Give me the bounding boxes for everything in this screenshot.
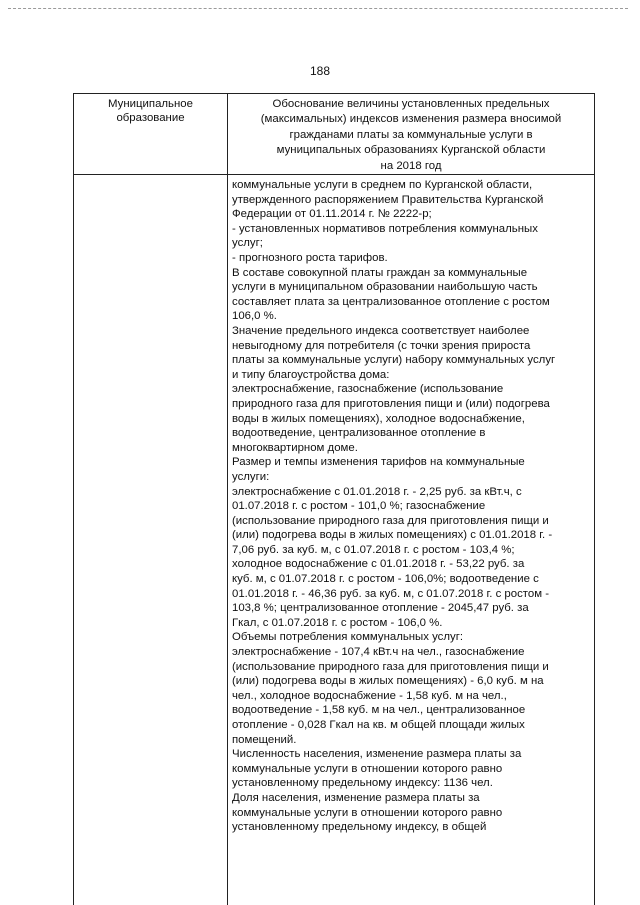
body-text-line: Гкал, с 01.07.2018 г. с ростом - 106,0 %. [232, 616, 443, 629]
body-text-line: водоотведение, централизованное отопление в [232, 427, 486, 440]
body-text-line: Доля населения, изменение размера платы за [232, 791, 480, 804]
scan-top-edge [8, 8, 628, 9]
body-text-line: утвержденного распоряжением Правительства Курганской [232, 193, 544, 206]
body-text-line: 01.01.2018 г. - 46,36 руб. за куб. м, с 01.07.2018 г. с ростом - [232, 587, 550, 600]
body-text-line: 106,0 %. [232, 310, 277, 323]
body-text-line: многоквартирном доме. [232, 441, 358, 454]
header-municipality [74, 94, 228, 175]
page-number: 188 [309, 64, 331, 78]
body-text-line: и типу благоустройства дома: [232, 368, 390, 381]
body-text-line: помещений. [232, 733, 297, 746]
body-text-line: услуги: [232, 470, 270, 483]
body-text-line: составляет плата за централизованное отопление с ростом [232, 295, 550, 308]
body-text-line: (или) подогрева воды в жилых помещениях) - 6,0 куб. м на [232, 675, 544, 688]
body-text-line: Размер и темпы изменения тарифов на коммунальные [232, 456, 525, 469]
body-text-line: коммунальные услуги в отношении которого равно [232, 806, 503, 819]
body-text-line: электроснабжение, газоснабжение (использование [232, 383, 504, 396]
body-text-line: электроснабжение - 107,4 кВт.ч на чел., газоснабжение [232, 646, 525, 659]
header-municipality-line: образование [116, 112, 185, 124]
body-text-line: установленному предельному индексу, в общей [232, 821, 487, 834]
body-text-line: (использование природного газа для приготовления пищи и [232, 514, 549, 527]
body-text-line: платы за коммунальные услуги) набору коммунальных услуг [232, 354, 556, 367]
justification-table [73, 93, 595, 905]
body-text-line: - прогнозного роста тарифов. [232, 252, 388, 264]
table-header-row [74, 94, 595, 175]
table-body-row [74, 175, 595, 905]
body-text-line: 7,06 руб. за куб. м, с 01.07.2018 г. с ростом - 103,4 %; [232, 543, 515, 556]
justification-cell [228, 175, 595, 905]
municipality-cell [74, 175, 228, 905]
body-text-line: Федерации от 01.11.2014 г. № 2222-р; [232, 208, 432, 221]
header-justification [228, 94, 595, 175]
body-text-line: невыгодному для потребителя (с точки зрения прироста [232, 339, 531, 352]
body-text-line: установленному предельному индексу: 1136 чел. [232, 777, 493, 790]
body-text-line: природного газа для приготовления пищи и (или) подогрева [232, 397, 550, 410]
header-justification-line: (максимальных) индексов изменения размера вносимой [260, 113, 562, 126]
body-text-line: коммунальные услуги в отношении которого равно [232, 762, 503, 775]
body-text-line: (или) подогрева воды в жилых помещениях) с 01.01.2018 г. - [232, 529, 553, 542]
body-text-line: услуг; [232, 237, 263, 250]
header-municipality-line: Муниципальное [108, 98, 193, 110]
body-text-line: чел., холодное водоснабжение - 1,58 куб. м на чел., [232, 689, 507, 702]
body-text-line: электроснабжение с 01.01.2018 г. - 2,25 руб. за кВт.ч, с [232, 485, 522, 498]
body-text-line: услуги в муниципальном образовании наибольшую часть [232, 281, 538, 294]
header-justification-line: гражданами платы за коммунальные услуги в [289, 128, 533, 141]
body-text-line: Объемы потребления коммунальных услуг: [232, 631, 464, 644]
body-text-line: коммунальные услуги в среднем по Курганской области, [232, 179, 533, 192]
body-text-line: куб. м, с 01.07.2018 г. с ростом - 106,0%; водоотведение с [232, 573, 539, 586]
body-text-line: Значение предельного индекса соответствует наиболее [232, 324, 530, 337]
body-text-line: (использование природного газа для приготовления пищи и [232, 660, 549, 673]
header-justification-line: Обоснование величины установленных предельных [272, 98, 550, 110]
body-text-line: воды в жилых помещениях), холодное водоснабжение, [232, 412, 525, 425]
body-text-line: 103,8 %; централизованное отопление - 2045,47 руб. за [232, 602, 529, 615]
body-text-line: водоотведение - 1,58 куб. м на чел., централизованное [232, 704, 526, 717]
body-text-line: холодное водоснабжение с 01.01.2018 г. - 53,22 руб. за [232, 558, 525, 571]
body-text-line: - установленных нормативов потребления коммунальных [232, 222, 538, 235]
body-text-line: Численность населения, изменение размера платы за [232, 748, 522, 761]
body-text-line: 01.07.2018 г. с ростом - 101,0 %; газоснабжение [232, 500, 486, 513]
body-text-line: В составе совокупной платы граждан за коммунальные [232, 266, 528, 279]
header-justification-line: муниципальных образованиях Курганской области [276, 144, 546, 157]
header-justification-line: на 2018 год [380, 159, 442, 172]
body-text-line: отопление - 0,028 Гкал на кв. м общей площади жилых [232, 719, 525, 731]
